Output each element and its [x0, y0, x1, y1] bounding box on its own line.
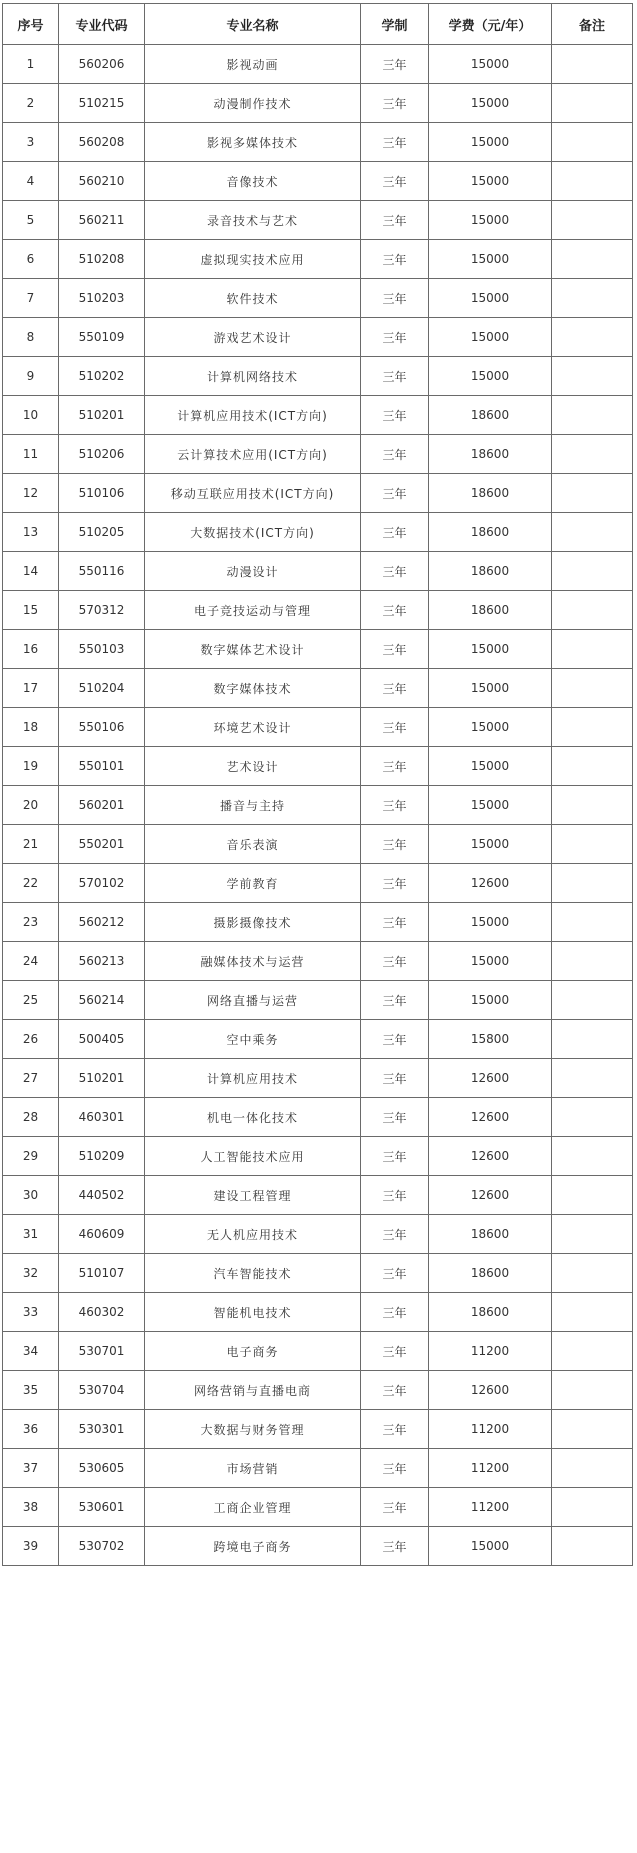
cell-index: 33: [3, 1293, 59, 1332]
cell-remarks: [552, 1098, 633, 1137]
table-row: [3, 279, 633, 318]
cell-major-code: 460301: [59, 1098, 145, 1137]
cell-index: 4: [3, 162, 59, 201]
table-row: [3, 591, 633, 630]
cell-tuition: 15000: [429, 981, 552, 1020]
cell-duration: 三年: [361, 318, 429, 357]
cell-remarks: [552, 591, 633, 630]
cell-major-name: 虚拟现实技术应用: [145, 240, 361, 279]
cell-duration: 三年: [361, 84, 429, 123]
cell-major-code: 440502: [59, 1176, 145, 1215]
table-row: [3, 513, 633, 552]
cell-major-name: 网络营销与直播电商: [145, 1371, 361, 1410]
cell-major-name: 大数据技术(ICT方向): [145, 513, 361, 552]
cell-remarks: [552, 552, 633, 591]
cell-major-name: 环境艺术设计: [145, 708, 361, 747]
cell-remarks: [552, 825, 633, 864]
cell-tuition: 15000: [429, 669, 552, 708]
header-tuition: 学费（元/年）: [429, 4, 552, 45]
cell-major-name: 建设工程管理: [145, 1176, 361, 1215]
cell-index: 37: [3, 1449, 59, 1488]
cell-remarks: [552, 1059, 633, 1098]
cell-index: 1: [3, 45, 59, 84]
cell-tuition: 18600: [429, 552, 552, 591]
cell-duration: 三年: [361, 903, 429, 942]
cell-duration: 三年: [361, 591, 429, 630]
table-row: [3, 84, 633, 123]
cell-index: 22: [3, 864, 59, 903]
cell-major-code: 560211: [59, 201, 145, 240]
cell-major-name: 计算机网络技术: [145, 357, 361, 396]
cell-major-code: 560214: [59, 981, 145, 1020]
cell-remarks: [552, 708, 633, 747]
cell-major-code: 550201: [59, 825, 145, 864]
cell-remarks: [552, 630, 633, 669]
cell-duration: 三年: [361, 1098, 429, 1137]
cell-major-code: 550116: [59, 552, 145, 591]
cell-index: 32: [3, 1254, 59, 1293]
cell-major-name: 播音与主持: [145, 786, 361, 825]
cell-major-code: 510107: [59, 1254, 145, 1293]
cell-major-code: 560201: [59, 786, 145, 825]
cell-duration: 三年: [361, 747, 429, 786]
cell-index: 7: [3, 279, 59, 318]
table-row: [3, 357, 633, 396]
table-row: [3, 435, 633, 474]
cell-major-code: 510209: [59, 1137, 145, 1176]
cell-remarks: [552, 1488, 633, 1527]
cell-tuition: 12600: [429, 1137, 552, 1176]
cell-index: 36: [3, 1410, 59, 1449]
cell-duration: 三年: [361, 786, 429, 825]
cell-tuition: 18600: [429, 474, 552, 513]
cell-duration: 三年: [361, 513, 429, 552]
cell-remarks: [552, 747, 633, 786]
cell-major-name: 工商企业管理: [145, 1488, 361, 1527]
cell-duration: 三年: [361, 357, 429, 396]
cell-major-code: 560208: [59, 123, 145, 162]
cell-major-name: 数字媒体技术: [145, 669, 361, 708]
cell-major-code: 570102: [59, 864, 145, 903]
cell-major-name: 大数据与财务管理: [145, 1410, 361, 1449]
cell-remarks: [552, 513, 633, 552]
cell-index: 35: [3, 1371, 59, 1410]
cell-tuition: 11200: [429, 1332, 552, 1371]
cell-major-code: 560212: [59, 903, 145, 942]
cell-tuition: 15000: [429, 1527, 552, 1566]
cell-major-code: 510203: [59, 279, 145, 318]
cell-tuition: 18600: [429, 1293, 552, 1332]
cell-major-name: 智能机电技术: [145, 1293, 361, 1332]
table-row: [3, 552, 633, 591]
table-row: [3, 747, 633, 786]
cell-tuition: 15000: [429, 786, 552, 825]
cell-duration: 三年: [361, 1371, 429, 1410]
cell-tuition: 15000: [429, 942, 552, 981]
cell-index: 26: [3, 1020, 59, 1059]
cell-remarks: [552, 396, 633, 435]
cell-major-name: 空中乘务: [145, 1020, 361, 1059]
table-row: [3, 708, 633, 747]
cell-index: 31: [3, 1215, 59, 1254]
header-duration: 学制: [361, 4, 429, 45]
cell-major-name: 动漫制作技术: [145, 84, 361, 123]
cell-remarks: [552, 1020, 633, 1059]
cell-remarks: [552, 318, 633, 357]
table-row: [3, 1137, 633, 1176]
cell-remarks: [552, 903, 633, 942]
cell-remarks: [552, 1176, 633, 1215]
cell-major-code: 530601: [59, 1488, 145, 1527]
cell-duration: 三年: [361, 1293, 429, 1332]
cell-tuition: 15000: [429, 825, 552, 864]
cell-index: 17: [3, 669, 59, 708]
cell-major-code: 510201: [59, 1059, 145, 1098]
cell-remarks: [552, 1527, 633, 1566]
cell-major-name: 跨境电子商务: [145, 1527, 361, 1566]
cell-major-name: 计算机应用技术: [145, 1059, 361, 1098]
table-row: [3, 825, 633, 864]
cell-major-name: 无人机应用技术: [145, 1215, 361, 1254]
cell-remarks: [552, 162, 633, 201]
cell-major-code: 530704: [59, 1371, 145, 1410]
cell-major-name: 计算机应用技术(ICT方向): [145, 396, 361, 435]
cell-major-code: 530605: [59, 1449, 145, 1488]
cell-duration: 三年: [361, 162, 429, 201]
cell-duration: 三年: [361, 552, 429, 591]
cell-index: 34: [3, 1332, 59, 1371]
cell-index: 38: [3, 1488, 59, 1527]
cell-tuition: 18600: [429, 435, 552, 474]
major-fee-table: [2, 3, 633, 1566]
cell-tuition: 15000: [429, 45, 552, 84]
cell-major-code: 530701: [59, 1332, 145, 1371]
cell-duration: 三年: [361, 981, 429, 1020]
cell-tuition: 15800: [429, 1020, 552, 1059]
table-row: [3, 318, 633, 357]
header-major-code: 专业代码: [59, 4, 145, 45]
table-row: [3, 1020, 633, 1059]
cell-index: 20: [3, 786, 59, 825]
cell-major-name: 学前教育: [145, 864, 361, 903]
cell-major-name: 融媒体技术与运营: [145, 942, 361, 981]
cell-duration: 三年: [361, 1137, 429, 1176]
cell-major-code: 510106: [59, 474, 145, 513]
cell-major-name: 人工智能技术应用: [145, 1137, 361, 1176]
cell-major-code: 510208: [59, 240, 145, 279]
table-row: [3, 396, 633, 435]
cell-duration: 三年: [361, 864, 429, 903]
cell-index: 39: [3, 1527, 59, 1566]
cell-major-name: 音乐表演: [145, 825, 361, 864]
cell-remarks: [552, 1371, 633, 1410]
cell-index: 23: [3, 903, 59, 942]
cell-tuition: 12600: [429, 1371, 552, 1410]
cell-index: 29: [3, 1137, 59, 1176]
cell-index: 12: [3, 474, 59, 513]
cell-tuition: 15000: [429, 201, 552, 240]
cell-tuition: 12600: [429, 864, 552, 903]
cell-duration: 三年: [361, 123, 429, 162]
cell-remarks: [552, 1410, 633, 1449]
cell-major-name: 摄影摄像技术: [145, 903, 361, 942]
table-row: [3, 1488, 633, 1527]
table-row: [3, 942, 633, 981]
cell-remarks: [552, 1449, 633, 1488]
cell-major-name: 软件技术: [145, 279, 361, 318]
table-row: [3, 669, 633, 708]
cell-duration: 三年: [361, 474, 429, 513]
cell-tuition: 18600: [429, 513, 552, 552]
cell-index: 3: [3, 123, 59, 162]
cell-remarks: [552, 981, 633, 1020]
table-header-row: [3, 4, 633, 45]
cell-major-code: 530301: [59, 1410, 145, 1449]
cell-tuition: 15000: [429, 357, 552, 396]
cell-remarks: [552, 357, 633, 396]
cell-tuition: 15000: [429, 84, 552, 123]
table-row: [3, 1332, 633, 1371]
table-row: [3, 903, 633, 942]
table-row: [3, 981, 633, 1020]
cell-remarks: [552, 669, 633, 708]
header-index: 序号: [3, 4, 59, 45]
cell-index: 13: [3, 513, 59, 552]
cell-major-code: 560206: [59, 45, 145, 84]
table-row: [3, 240, 633, 279]
cell-remarks: [552, 84, 633, 123]
cell-major-name: 影视动画: [145, 45, 361, 84]
cell-tuition: 11200: [429, 1449, 552, 1488]
cell-remarks: [552, 786, 633, 825]
cell-major-code: 510206: [59, 435, 145, 474]
cell-remarks: [552, 45, 633, 84]
cell-index: 21: [3, 825, 59, 864]
cell-tuition: 12600: [429, 1098, 552, 1137]
table-row: [3, 1254, 633, 1293]
header-major-name: 专业名称: [145, 4, 361, 45]
cell-tuition: 18600: [429, 1215, 552, 1254]
cell-duration: 三年: [361, 1449, 429, 1488]
cell-duration: 三年: [361, 669, 429, 708]
cell-duration: 三年: [361, 630, 429, 669]
cell-index: 11: [3, 435, 59, 474]
cell-duration: 三年: [361, 240, 429, 279]
cell-index: 6: [3, 240, 59, 279]
table-row: [3, 162, 633, 201]
cell-remarks: [552, 1137, 633, 1176]
cell-index: 15: [3, 591, 59, 630]
cell-tuition: 15000: [429, 747, 552, 786]
table-row: [3, 123, 633, 162]
cell-major-code: 560213: [59, 942, 145, 981]
cell-major-name: 汽车智能技术: [145, 1254, 361, 1293]
cell-major-name: 影视多媒体技术: [145, 123, 361, 162]
cell-major-code: 550109: [59, 318, 145, 357]
cell-major-code: 550106: [59, 708, 145, 747]
table-row: [3, 630, 633, 669]
table-body: [3, 45, 633, 1566]
table-row: [3, 1098, 633, 1137]
cell-major-name: 游戏艺术设计: [145, 318, 361, 357]
header-remarks: 备注: [552, 4, 633, 45]
cell-major-name: 录音技术与艺术: [145, 201, 361, 240]
cell-tuition: 15000: [429, 903, 552, 942]
cell-major-name: 云计算技术应用(ICT方向): [145, 435, 361, 474]
cell-major-code: 510215: [59, 84, 145, 123]
cell-remarks: [552, 1293, 633, 1332]
cell-duration: 三年: [361, 825, 429, 864]
cell-major-name: 电子竞技运动与管理: [145, 591, 361, 630]
cell-duration: 三年: [361, 1020, 429, 1059]
cell-major-code: 530702: [59, 1527, 145, 1566]
cell-index: 19: [3, 747, 59, 786]
cell-tuition: 11200: [429, 1410, 552, 1449]
cell-index: 14: [3, 552, 59, 591]
cell-index: 8: [3, 318, 59, 357]
cell-duration: 三年: [361, 1059, 429, 1098]
table-row: [3, 864, 633, 903]
cell-tuition: 15000: [429, 279, 552, 318]
cell-duration: 三年: [361, 279, 429, 318]
cell-tuition: 18600: [429, 1254, 552, 1293]
cell-duration: 三年: [361, 45, 429, 84]
cell-tuition: 15000: [429, 123, 552, 162]
cell-tuition: 15000: [429, 162, 552, 201]
table-row: [3, 1410, 633, 1449]
table-row: [3, 1059, 633, 1098]
cell-remarks: [552, 1332, 633, 1371]
cell-major-code: 550101: [59, 747, 145, 786]
cell-major-code: 570312: [59, 591, 145, 630]
table-row: [3, 201, 633, 240]
cell-remarks: [552, 474, 633, 513]
table-row: [3, 786, 633, 825]
cell-major-code: 510202: [59, 357, 145, 396]
cell-tuition: 18600: [429, 591, 552, 630]
table-row: [3, 1371, 633, 1410]
table-row: [3, 1293, 633, 1332]
cell-remarks: [552, 1215, 633, 1254]
cell-index: 16: [3, 630, 59, 669]
cell-major-name: 动漫设计: [145, 552, 361, 591]
cell-major-code: 550103: [59, 630, 145, 669]
cell-duration: 三年: [361, 1176, 429, 1215]
table-row: [3, 474, 633, 513]
table-row: [3, 1176, 633, 1215]
cell-major-name: 音像技术: [145, 162, 361, 201]
cell-duration: 三年: [361, 942, 429, 981]
cell-major-name: 电子商务: [145, 1332, 361, 1371]
cell-duration: 三年: [361, 1488, 429, 1527]
cell-remarks: [552, 123, 633, 162]
cell-remarks: [552, 201, 633, 240]
cell-major-code: 460609: [59, 1215, 145, 1254]
table-row: [3, 45, 633, 84]
cell-duration: 三年: [361, 396, 429, 435]
cell-index: 9: [3, 357, 59, 396]
table-row: [3, 1527, 633, 1566]
table-row: [3, 1215, 633, 1254]
cell-major-name: 艺术设计: [145, 747, 361, 786]
cell-tuition: 12600: [429, 1059, 552, 1098]
cell-major-name: 移动互联应用技术(ICT方向): [145, 474, 361, 513]
cell-index: 5: [3, 201, 59, 240]
cell-duration: 三年: [361, 1410, 429, 1449]
cell-tuition: 15000: [429, 240, 552, 279]
cell-remarks: [552, 1254, 633, 1293]
cell-index: 28: [3, 1098, 59, 1137]
cell-major-code: 510205: [59, 513, 145, 552]
cell-remarks: [552, 240, 633, 279]
cell-major-code: 510204: [59, 669, 145, 708]
cell-major-code: 500405: [59, 1020, 145, 1059]
cell-major-name: 市场营销: [145, 1449, 361, 1488]
cell-tuition: 15000: [429, 708, 552, 747]
cell-major-code: 560210: [59, 162, 145, 201]
cell-index: 27: [3, 1059, 59, 1098]
cell-duration: 三年: [361, 708, 429, 747]
cell-major-name: 数字媒体艺术设计: [145, 630, 361, 669]
cell-index: 18: [3, 708, 59, 747]
cell-index: 30: [3, 1176, 59, 1215]
cell-tuition: 11200: [429, 1488, 552, 1527]
cell-remarks: [552, 864, 633, 903]
cell-tuition: 18600: [429, 396, 552, 435]
cell-duration: 三年: [361, 1332, 429, 1371]
cell-index: 10: [3, 396, 59, 435]
cell-major-name: 网络直播与运营: [145, 981, 361, 1020]
cell-duration: 三年: [361, 1215, 429, 1254]
cell-duration: 三年: [361, 201, 429, 240]
cell-major-code: 510201: [59, 396, 145, 435]
cell-remarks: [552, 435, 633, 474]
cell-tuition: 15000: [429, 318, 552, 357]
cell-major-name: 机电一体化技术: [145, 1098, 361, 1137]
cell-index: 25: [3, 981, 59, 1020]
cell-tuition: 15000: [429, 630, 552, 669]
cell-duration: 三年: [361, 1254, 429, 1293]
cell-major-code: 460302: [59, 1293, 145, 1332]
cell-index: 2: [3, 84, 59, 123]
cell-index: 24: [3, 942, 59, 981]
cell-duration: 三年: [361, 435, 429, 474]
cell-remarks: [552, 279, 633, 318]
table-row: [3, 1449, 633, 1488]
cell-duration: 三年: [361, 1527, 429, 1566]
cell-tuition: 12600: [429, 1176, 552, 1215]
cell-remarks: [552, 942, 633, 981]
